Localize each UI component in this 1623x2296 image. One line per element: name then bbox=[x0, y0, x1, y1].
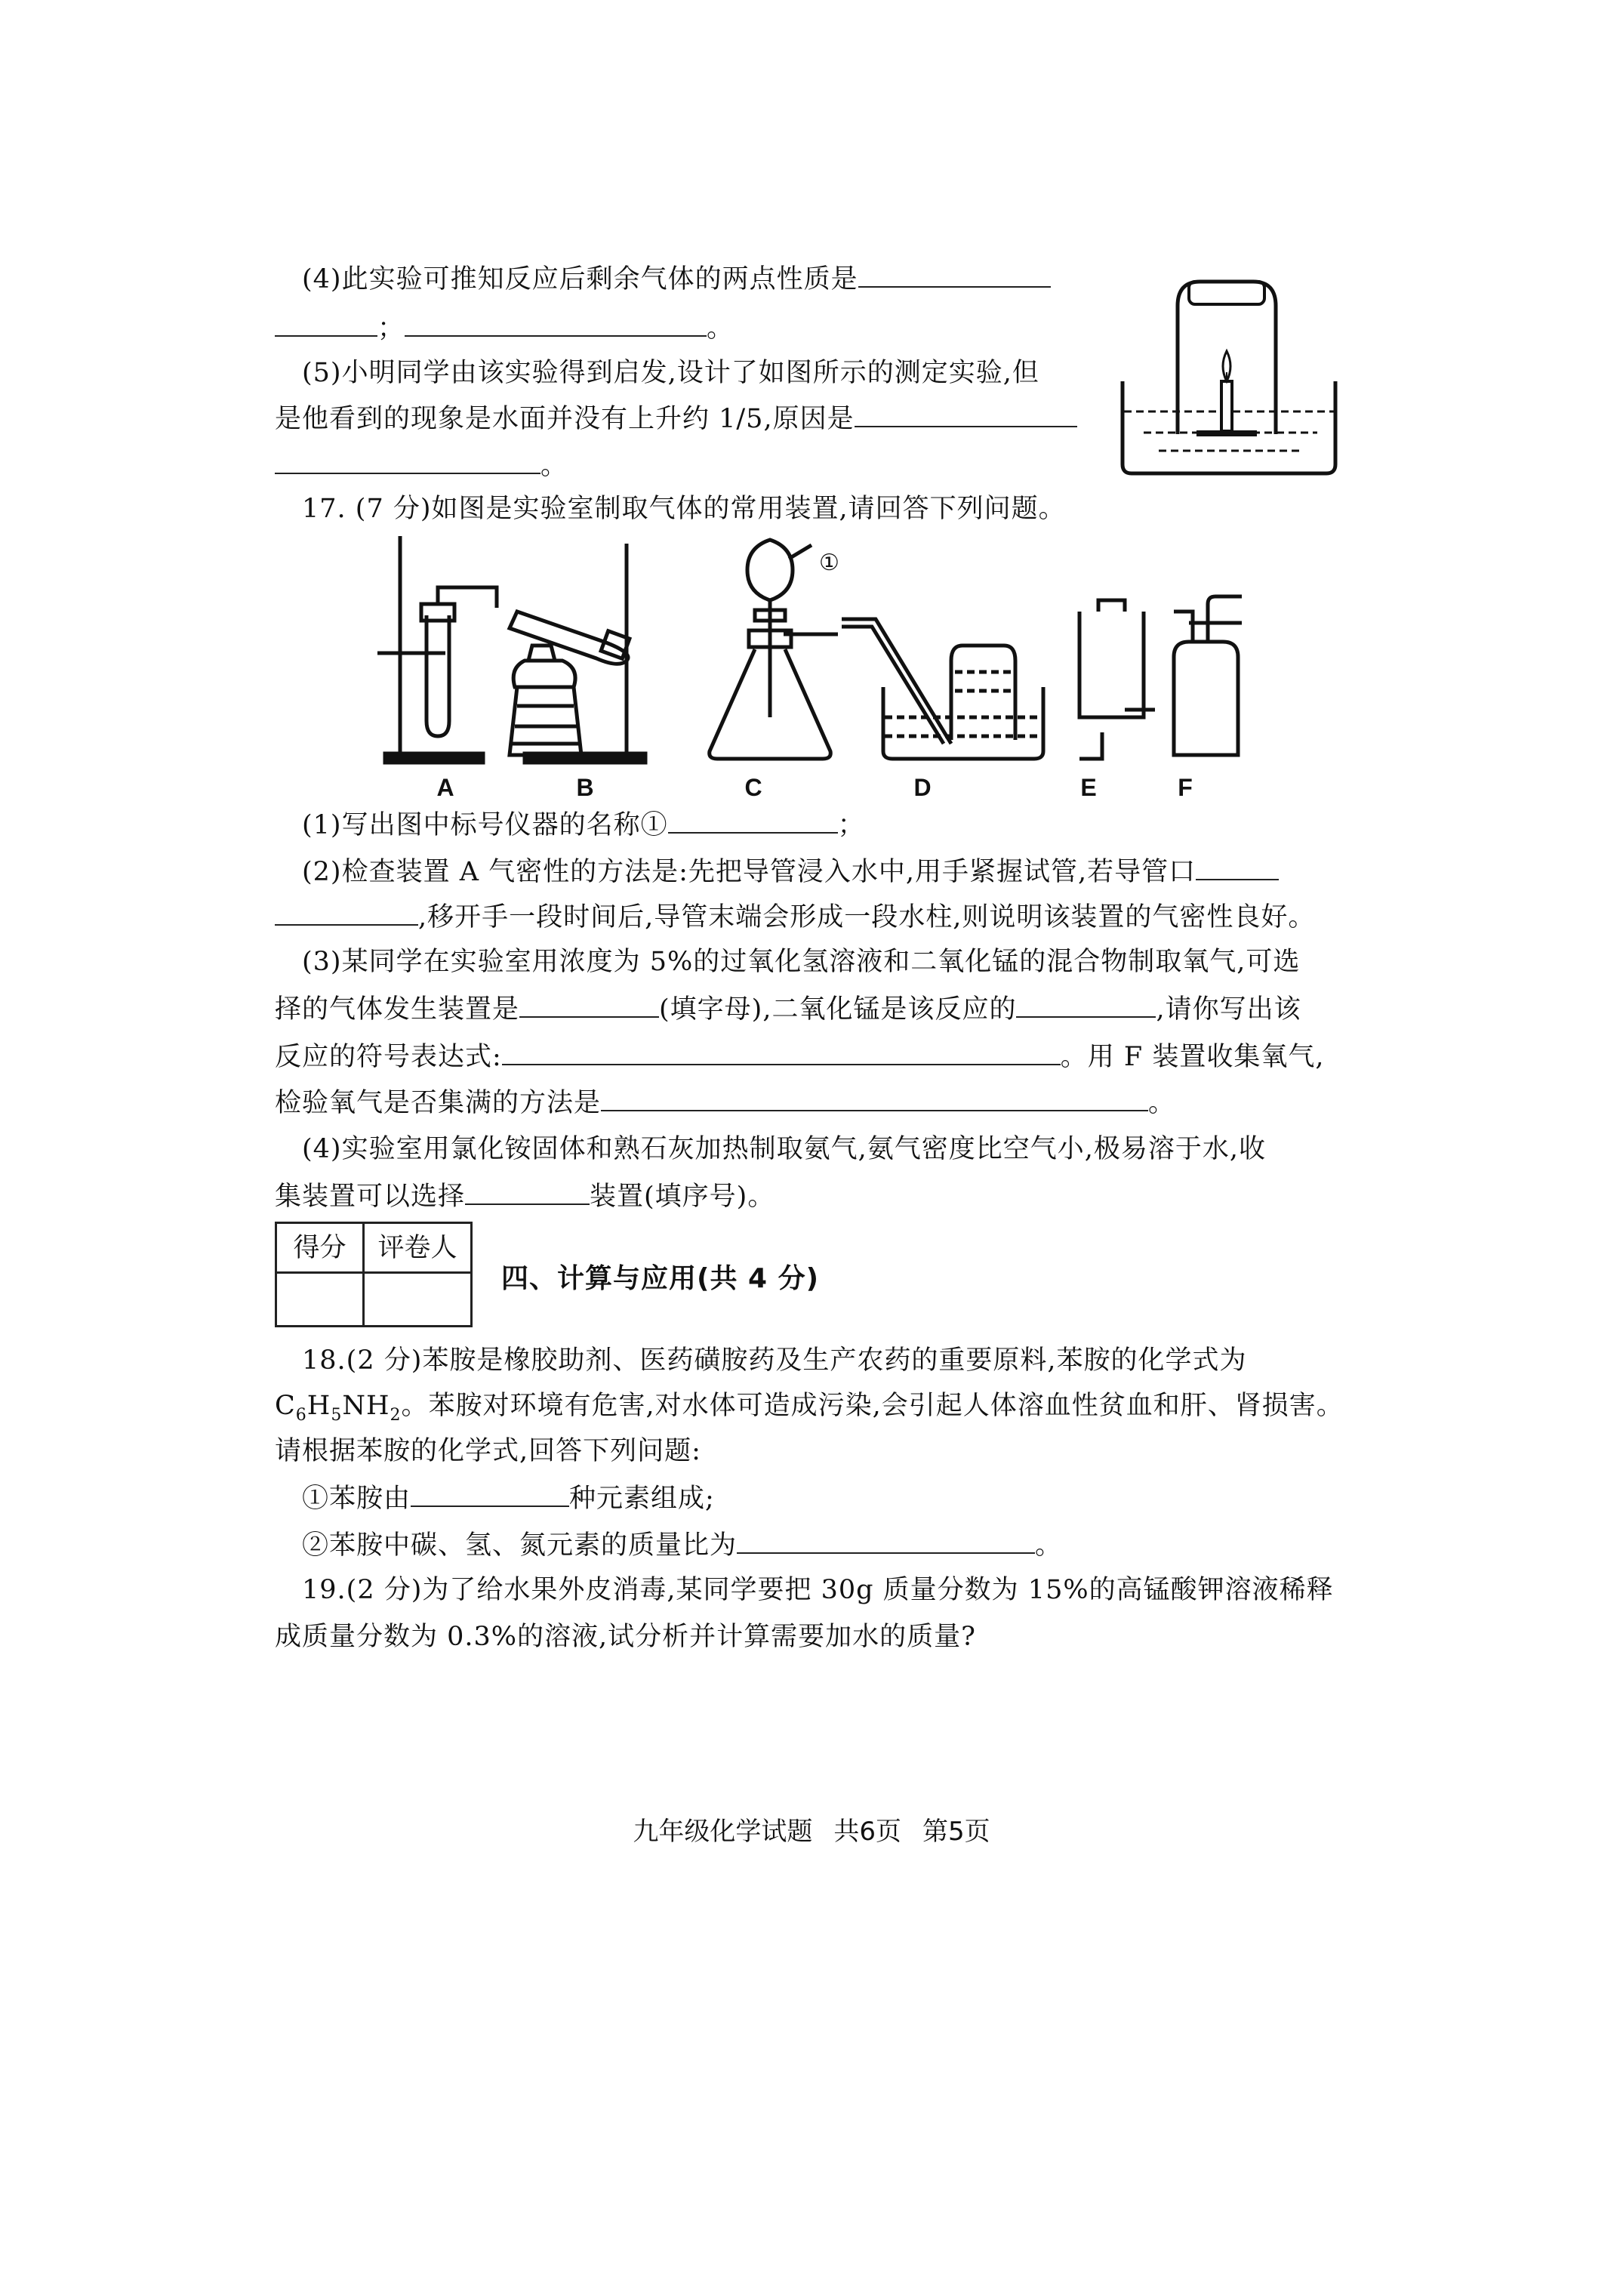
q17-part2-text-cont: ,移开手一段时间后,导管末端会形成一段水柱,则说明该装置的气密性良好。 bbox=[418, 902, 1316, 932]
period: 。 bbox=[1148, 1088, 1176, 1118]
q17-part3-line3 bbox=[275, 1038, 1324, 1075]
answer-blank[interactable] bbox=[405, 310, 707, 337]
q17-part3-text: 检验氧气是否集满的方法是 bbox=[275, 1088, 602, 1118]
q16-part5-line2 bbox=[275, 400, 1077, 437]
q17-part4-text: 集装置可以选择 bbox=[275, 1182, 466, 1212]
q17-part4-line2 bbox=[275, 1178, 775, 1215]
q17-part2-line2 bbox=[275, 898, 1315, 935]
formula-c: C bbox=[275, 1391, 296, 1421]
q17-part3-text: 。用 F 装置收集氧气, bbox=[1060, 1042, 1325, 1072]
q18-line3: 请根据苯胺的化学式,回答下列问题: bbox=[275, 1436, 701, 1466]
apparatus-label-c: C bbox=[744, 774, 762, 801]
candle-bell-jar-figure bbox=[1113, 276, 1344, 479]
q17-part3-text: ,请你写出该 bbox=[1156, 994, 1301, 1025]
page-footer bbox=[0, 1811, 1623, 1848]
q16-part5-line1: (5)小明同学由该实验得到启发,设计了如图所示的测定实验,但 bbox=[302, 358, 1039, 388]
apparatus-label-b: B bbox=[576, 774, 594, 801]
q17-part3-line2 bbox=[275, 991, 1301, 1028]
q18-line1: 18.(2 分)苯胺是橡胶助剂、医药磺胺药及生产农药的重要原料,苯胺的化学式为 bbox=[302, 1345, 1247, 1376]
q17-part1-text: (1)写出图中标号仪器的名称① bbox=[302, 810, 668, 840]
q17-part2-line1 bbox=[302, 853, 1279, 890]
answer-blank[interactable] bbox=[502, 1038, 1061, 1065]
q17-part4-text: 装置(填序号)。 bbox=[590, 1182, 775, 1212]
score-header: 得分 bbox=[277, 1224, 365, 1274]
q18-sub1 bbox=[302, 1480, 715, 1517]
formula-h: H bbox=[306, 1391, 331, 1421]
q18-line2-text: 。苯胺对环境有危害,对水体可造成污染,会引起人体溶血性贫血和肝、肾损害。 bbox=[401, 1391, 1344, 1421]
q16-part4-line2 bbox=[275, 310, 734, 347]
answer-blank[interactable] bbox=[855, 400, 1077, 427]
formula-h-sub: 5 bbox=[331, 1406, 343, 1425]
footer-subject: 九年级化学试题 bbox=[633, 1817, 813, 1847]
q16-part4-line1 bbox=[302, 260, 1051, 297]
period: 。 bbox=[1035, 1530, 1063, 1561]
formula-nh: NH bbox=[342, 1391, 390, 1421]
q17-part3-text: (填字母),二氧化锰是该反应的 bbox=[659, 994, 1017, 1025]
answer-blank[interactable] bbox=[275, 310, 377, 337]
q18-sub1-text: ①苯胺由 bbox=[302, 1484, 411, 1514]
q16-part5-line3 bbox=[275, 447, 568, 484]
answer-blank[interactable] bbox=[858, 260, 1051, 288]
answer-blank[interactable] bbox=[601, 1084, 1148, 1111]
grader-header: 评卷人 bbox=[365, 1224, 470, 1274]
apparatus-d bbox=[842, 619, 1043, 759]
formula-c-sub: 6 bbox=[295, 1406, 307, 1425]
q17-part2-text: (2)检查装置 A 气密性的方法是:先把导管浸入水中,用手紧握试管,若导管口 bbox=[302, 857, 1196, 887]
separator: ； bbox=[377, 313, 405, 344]
answer-blank[interactable] bbox=[519, 991, 659, 1018]
footer-total-pages: 共6页 bbox=[833, 1817, 901, 1847]
score-cell[interactable] bbox=[277, 1274, 365, 1325]
q17-heading: 17. (7 分)如图是实验室制取气体的常用装置,请回答下列问题。 bbox=[302, 494, 1066, 524]
section-4-title: 四、计算与应用(共 4 分) bbox=[501, 1263, 820, 1294]
answer-blank[interactable] bbox=[465, 1178, 590, 1205]
q17-part3-line1: (3)某同学在实验室用浓度为 5%的过氧化氢溶液和二氧化锰的混合物制取氧气,可选 bbox=[302, 947, 1301, 977]
circle-label-1: ① bbox=[819, 550, 840, 576]
q17-part3-text: 择的气体发生装置是 bbox=[275, 994, 520, 1025]
q17-part3-text: 反应的符号表达式: bbox=[275, 1042, 502, 1072]
q16-part5-text: 是他看到的现象是水面并没有上升约 1/5,原因是 bbox=[275, 404, 855, 434]
answer-blank[interactable] bbox=[275, 898, 418, 926]
q18-sub1-text: 种元素组成; bbox=[569, 1484, 715, 1514]
apparatus-f bbox=[1174, 596, 1242, 755]
q18-line2 bbox=[275, 1388, 1344, 1434]
apparatus-a bbox=[377, 536, 497, 763]
answer-blank[interactable] bbox=[737, 1527, 1035, 1554]
q19-line1: 19.(2 分)为了给水果外皮消毒,某同学要把 30g 质量分数为 15%的高锰酸钾溶液稀释 bbox=[302, 1575, 1334, 1605]
period: 。 bbox=[707, 313, 735, 344]
grader-cell[interactable] bbox=[365, 1274, 470, 1325]
gas-apparatus-figure bbox=[355, 529, 1246, 778]
apparatus-e bbox=[1079, 600, 1155, 759]
q18-sub2 bbox=[302, 1527, 1062, 1564]
apparatus-b bbox=[510, 544, 645, 763]
q17-part4-line1: (4)实验室用氯化铵固体和熟石灰加热制取氨气,氨气密度比空气小,极易溶于水,收 bbox=[302, 1134, 1266, 1164]
answer-blank[interactable] bbox=[1196, 853, 1279, 880]
q16-part4-text: (4)此实验可推知反应后剩余气体的两点性质是 bbox=[302, 264, 858, 294]
q18-sub2-text: ②苯胺中碳、氢、氮元素的质量比为 bbox=[302, 1530, 738, 1561]
footer-page-number: 第5页 bbox=[922, 1817, 990, 1847]
q17-part3-line4 bbox=[275, 1084, 1175, 1121]
separator: ； bbox=[837, 810, 865, 840]
formula bbox=[275, 1391, 402, 1425]
answer-blank[interactable] bbox=[411, 1480, 569, 1507]
apparatus-label-d: D bbox=[913, 774, 932, 801]
q19-line2: 成质量分数为 0.3%的溶液,试分析并计算需要加水的质量? bbox=[275, 1622, 976, 1652]
q17-part1 bbox=[302, 806, 865, 843]
formula-nh-sub: 2 bbox=[390, 1406, 402, 1425]
answer-blank[interactable] bbox=[275, 447, 540, 474]
answer-blank[interactable] bbox=[1016, 991, 1156, 1018]
period: 。 bbox=[540, 451, 568, 481]
apparatus-label-e: E bbox=[1080, 774, 1097, 801]
apparatus-label-a: A bbox=[436, 774, 454, 801]
score-table bbox=[275, 1222, 473, 1327]
apparatus-label-f: F bbox=[1178, 774, 1193, 801]
answer-blank[interactable] bbox=[668, 806, 838, 834]
